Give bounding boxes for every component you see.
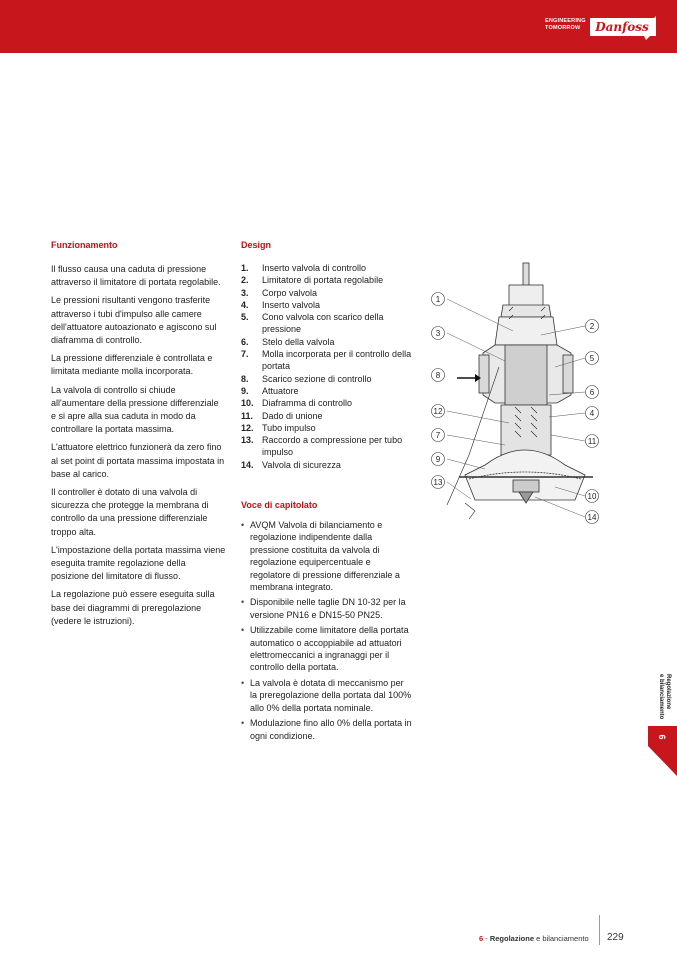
valve-cross-section-diagram — [425, 255, 605, 535]
callout-11: 11 — [587, 437, 597, 446]
design-heading: Design — [241, 240, 272, 250]
callout-13: 13 — [433, 478, 443, 487]
voce-heading: Voce di capitolato — [241, 500, 318, 510]
paragraph: Il flusso causa una caduta di pressione attraverso il limitatore di portata regolabile. — [51, 264, 221, 288]
list-item: 9. Attuatore — [241, 385, 299, 396]
footer-section: 6 - Regolazione e bilanciamento — [479, 934, 589, 943]
chapter-label: Regolazione e bilanciamento — [658, 674, 671, 720]
bullet-icon: • — [241, 597, 245, 608]
paragraph: Il controller è dotato di una valvola di sicurezza che protegge la membrana di controllo da una pressione differenziale troppo alta. — [51, 487, 209, 537]
list-item: 2. Limitatore di portata regolabile — [241, 275, 384, 286]
paragraph: Le pressioni risultanti vengono trasferite attraverso i tubi d'impulso alle camere dell'attuatore autoazionato e agiscono sul diaframma di controllo. — [51, 295, 217, 346]
list-item: 13. Raccordo a compressione per tubo impulso — [241, 435, 403, 458]
callout-14: 14 — [587, 513, 597, 522]
chapter-number: 6 — [657, 734, 667, 740]
callout-7: 7 — [435, 431, 441, 440]
callout-10: 10 — [587, 492, 597, 501]
list-item: • Disponibile nelle taglie DN 10-32 per la versione PN16 e DN15-50 PN25. — [241, 597, 406, 620]
list-item: 8. Scarico sezione di controllo — [241, 373, 372, 384]
list-item: 5. Cono valvola con scarico della pressione — [241, 312, 384, 335]
list-item: • Modulazione fino allo 0% della portata in ogni condizione. — [241, 718, 412, 741]
bullet-icon: • — [241, 677, 245, 688]
paragraph: La pressione differenziale è controllata e limitata mediante molla incorporata. — [51, 353, 213, 377]
footer-divider — [599, 915, 600, 945]
list-item: 1. Inserto valvola di controllo — [241, 263, 367, 273]
bullet-icon: • — [241, 625, 245, 636]
voce-list — [241, 519, 413, 745]
callout-2: 2 — [589, 322, 595, 331]
callout-9: 9 — [435, 455, 441, 464]
logo-text: Danfoss — [595, 20, 649, 34]
paragraph: L'impostazione della portata massima viene eseguita tramite regolazione della posizione del limitatore di flusso. — [51, 544, 226, 582]
callout-4: 4 — [589, 409, 595, 418]
paragraph: La regolazione può essere eseguita sulla base dei diagrammi di preregolazione (vedere le istruzioni). — [51, 589, 215, 626]
header-bar — [0, 0, 677, 53]
list-item: 7. Molla incorporata per il controllo della portata — [241, 349, 412, 372]
list-item: 14. Valvola di sicurezza — [241, 459, 341, 470]
list-item: • AVQM Valvola di bilanciamento e regolazione indipendente dalla pressione costituita da valvola di regolazione equipercentuale e regolatore di pressione differenziale a membrana integrato. — [241, 520, 400, 593]
bullet-icon: • — [241, 520, 245, 530]
tagline-line-1: ENGINEERING — [545, 18, 586, 24]
design-list — [241, 262, 416, 471]
callout-8: 8 — [435, 371, 441, 380]
callout-12: 12 — [433, 407, 443, 416]
danfoss-logo — [588, 14, 658, 40]
list-item: • Utilizzabile come limitatore della portata automatico o accoppiabile ad attuatori elettromeccanici a ingranaggi per il controllo della portata. — [241, 625, 409, 673]
paragraph: L'attuatore elettrico funzionerà da zero fino al set point di portata massima impostata in base al carico. — [51, 442, 225, 479]
list-item: 6. Stelo della valvola — [241, 336, 335, 347]
callout-3: 3 — [435, 329, 441, 338]
list-item: 11. Dado di unione — [241, 410, 323, 421]
tagline-line-2: TOMORROW — [545, 24, 581, 31]
callout-1: 1 — [435, 295, 441, 304]
callout-5: 5 — [589, 354, 595, 363]
brand-tagline — [545, 18, 586, 31]
list-item: 4. Inserto valvola — [241, 299, 321, 310]
callout-6: 6 — [589, 388, 595, 397]
paragraph: La valvola di controllo si chiude all'aumentare della pressione differenziale e si apre alla sua caduta in modo da controllare la portata massima. — [51, 384, 219, 435]
funzionamento-heading: Funzionamento — [51, 240, 118, 250]
list-item: 3. Corpo valvola — [241, 287, 318, 298]
bullet-icon: • — [241, 718, 245, 729]
list-item: 10. Diaframma di controllo — [241, 398, 353, 409]
list-item: 12. Tubo impulso — [241, 422, 316, 433]
page-number: 229 — [607, 932, 624, 943]
list-item: • La valvola è dotata di meccanismo per la preregolazione della portata dal 100% allo 0% della portata nominale. — [241, 677, 412, 713]
funzionamento-body — [51, 263, 226, 633]
